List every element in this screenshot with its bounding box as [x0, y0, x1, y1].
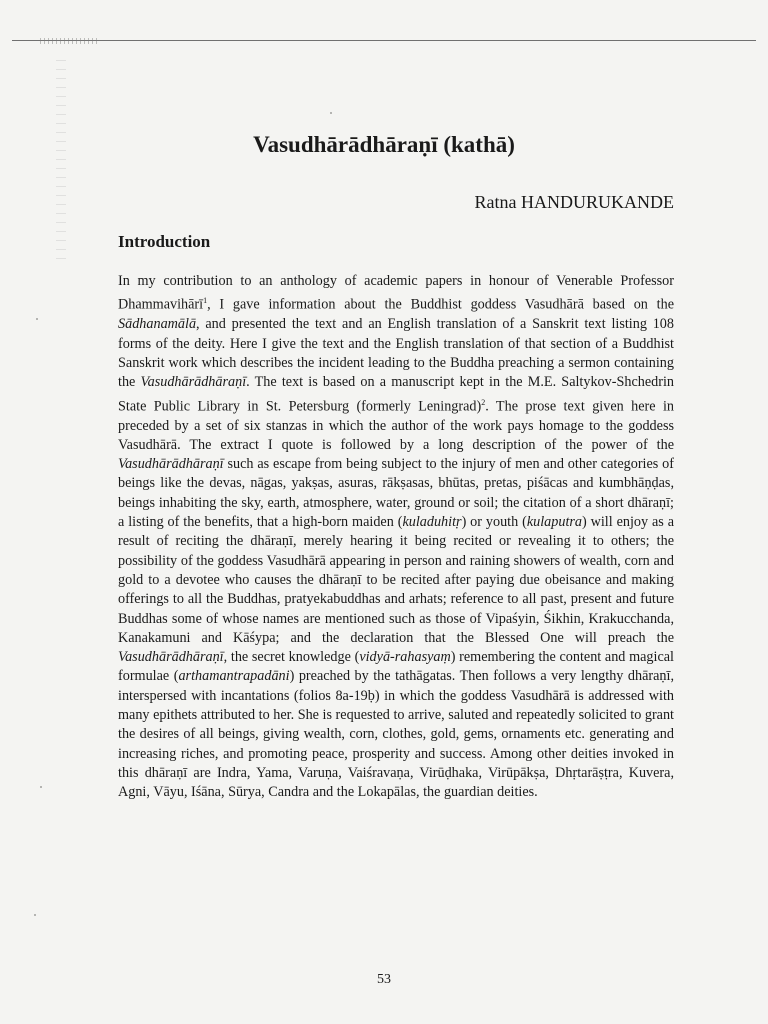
- scan-speck: [34, 914, 36, 916]
- paper-title: Vasudhārādhāraṇī (kathā): [253, 132, 515, 157]
- body-text-run: . The prose text given here in preceded by a set of six stanzas in which the author of the work pays homage to the goddess Vasudhārā. The extract I quote is followed by a long description of the power of the: [118, 398, 674, 453]
- scan-edge-mark: [56, 60, 66, 260]
- scan-speck: [330, 112, 332, 114]
- scan-speck: [36, 318, 38, 320]
- body-text-run: ) will enjoy as a result of reciting the dhāraṇī, merely hearing it being recited or revealing it to others; the possibility of the goddess Vasudhārā appearing in person and raining showers of wealth, corn and gold to a devotee who causes the dhāraṇī to be recited after paying due obeisance and making offerings to all the Buddhas, pratyekabuddhas and arhats; reference to all past, present and future Buddhas some of whose names are mentioned such as those of Vipaśyin, Śikhin, Krakucchanda, Kanakamuni and Kāśypa; and the declaration that the Blessed One will preach the: [118, 514, 675, 646]
- italic-term: arthamantrapadāni: [178, 668, 290, 685]
- italic-term: kulaputra: [526, 514, 582, 531]
- body-text-run: In my contribution to an anthology of academic papers in honour of Venerable Professor Dhammavihārī: [118, 273, 674, 314]
- body-text-run: , I gave information about the Buddhist goddess Vasudhārā based on the: [207, 297, 674, 314]
- top-rule: [12, 40, 756, 41]
- author-name: Ratna HANDURUKANDE: [474, 192, 674, 212]
- italic-term: vidyā-rahasyaṃ: [359, 649, 451, 666]
- body-text-run: such as escape from being subject to the injury of men and other categories of beings like the devas, nāgas, yakṣas, asuras, rākṣasas, bhūtas, pretas, piśācas and kumbhāṇḍas, beings inhabiting the sky, earth, atmosphere, water, ground or soil; the citation of a short dhāraṇī; a listing of the benefits, that a high-born maiden (: [118, 456, 674, 531]
- footnote-marker: 2: [481, 397, 486, 407]
- italic-term: Vasudhārādhāraṇī: [118, 649, 224, 666]
- scan-noise: [40, 38, 100, 44]
- page-number: 53: [377, 972, 391, 987]
- footnote-marker: 1: [203, 296, 208, 306]
- italic-term: Vasudhārādhāraṇī: [118, 456, 224, 473]
- italic-term: Vasudhārādhāraṇī: [140, 374, 247, 391]
- body-text-run: ) or youth (: [461, 514, 527, 531]
- italic-term: Sādhanamālā: [118, 316, 197, 333]
- italic-term: kuladuhitṛ: [402, 514, 462, 531]
- body-paragraph: [118, 272, 674, 802]
- body-text-run: ) remembering the content and magical formulae (: [118, 649, 674, 685]
- body-text-run: ) preached by the tathāgatas. Then follows a very lengthy dhāraṇī, interspersed with incantations (folios 8a-19ḅ) in which the goddess Vasudhārā is addressed with many epithets attributed to her. She is requested to arrive, saluted and repeatedly solicited to grant the desires of all beings, giving wealth, corn, clothes, gold, gems, ornaments etc. generating and increasing riches, and promoting peace, prosperity and success. Among other deities invoked in this dhāraṇī are Indra, Yama, Varuṇa, Vaiśravaṇa, Virūḍhaka, Virūpākṣa, Dhṛtarāṣṭra, Kuvera, Agni, Vāyu, Iśāna, Sūrya, Candra and the Lokapālas, the guardian deities.: [118, 668, 674, 801]
- scan-speck: [40, 786, 42, 788]
- section-heading: Introduction: [118, 232, 211, 251]
- body-text-run: . The text is based on a manuscript kept in the M.E. Saltykov-Shchedrin State Public Library in St. Petersburg (formerly Leningrad): [118, 374, 674, 415]
- body-text-run: , the secret knowledge (: [223, 649, 360, 666]
- body-text-run: , and presented the text and an English translation of a Sanskrit text listing 108 forms of the deity. Here I give the text and the English translation of that section of a Buddhist Sanskrit work which describes the incident leading to the Buddha preaching a sermon containing the: [118, 316, 674, 391]
